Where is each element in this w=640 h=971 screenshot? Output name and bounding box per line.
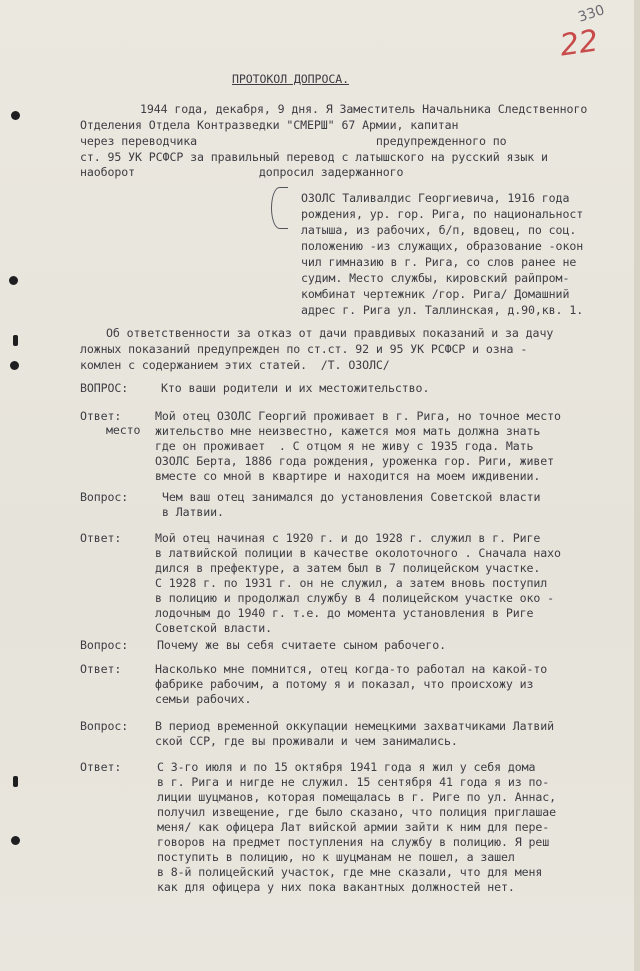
warning-line: комлен с содержанием этих статей. /Т. ОЗОЛС/	[80, 358, 390, 372]
page-edge	[634, 0, 640, 971]
qa-line: вместе со мной в квартире и находится на моем иждивении.	[155, 469, 541, 483]
detainee-line: ОЗОЛС Таливалдис Георгиевича, 1916 года	[301, 191, 570, 205]
warning-line: ложных показаний предупрежден по ст.ст. 92 и 95 УК РСФСР и озна -	[80, 342, 528, 356]
qa-line: меня/ как офицера Лат вийской армии зайти к ним для пере-	[157, 820, 550, 834]
question-label: Вопрос:	[80, 490, 129, 504]
qa-line: как для офицера у них пока вакантных должностей нет.	[157, 880, 515, 894]
binder-hole-4	[11, 836, 20, 845]
warning-line: Об ответственности за отказ от дачи правдивых показаний и за дачу	[106, 326, 554, 340]
detainee-line: чил гимназию в г. Рига, со слов ранее не	[301, 255, 577, 269]
intro-line: через переводчика предупрежденного по	[80, 134, 507, 148]
qa-line: где он проживает . С отцом я не живу с 1935 года. Мать	[155, 439, 534, 453]
qa-line: Чем ваш отец занимался до установления Советской власти	[162, 490, 541, 504]
detainee-line: латыша, из рабочих, б/п, вдовец, по соц.	[301, 223, 577, 237]
qa-line: Насколько мне помнится, отец когда-то работал на какой-то	[155, 662, 548, 676]
qa-line: дился в префектуре, а затем был в 7 полицейском участке.	[155, 561, 541, 575]
qa-line: в латвийской полиции в качестве околоточного . Сначала нахо	[155, 546, 561, 560]
margin-bracket	[271, 187, 288, 229]
qa-line: в Латвии.	[162, 505, 224, 519]
qa-line: Мой отец ОЗОЛС Георгий проживает в г. Рига, но точное место	[155, 409, 561, 423]
qa-line: говоров на предмет поступления на службу в полицию. Я реш	[157, 835, 550, 849]
qa-line: лиции шуцманов, которая помещалась в г. Риге по ул. Аннас,	[157, 790, 557, 804]
detainee-line: рождения, ур. гор. Рига, по национальност	[301, 207, 584, 221]
qa-line: получил извещение, где было сказано, что полиция приглашае	[157, 805, 557, 819]
intro-line: наоборот допросил задержанного	[80, 165, 404, 179]
answer-label: Ответ:	[80, 409, 122, 423]
qa-line: Почему же вы себя считаете сыном рабочего.	[157, 638, 446, 652]
qa-line: Советской власти.	[155, 621, 272, 635]
qa-line: семьи рабочих.	[155, 692, 252, 706]
detainee-line: судим. Место службы, кировский райпром-	[301, 271, 570, 285]
binder-mark-1	[13, 335, 18, 346]
qa-line: Мой отец начиная с 1920 г. и до 1928 г. служил в г. Риге	[155, 531, 541, 545]
archive-number-stamp: 330	[576, 2, 607, 26]
qa-line: в г. Рига и нигде не служил. 15 сентября 41 года я из по-	[157, 775, 550, 789]
detainee-line: положению -из служащих, образование -окон	[301, 239, 584, 253]
qa-line: в полицию и продолжал службу в 4 полицейском участке око -	[155, 591, 555, 605]
qa-line: ОЗОЛС Берта, 1886 года рождения, уроженка гор. Риги, живет	[155, 454, 555, 468]
detainee-line: комбинат чертежник /гор. Рига/ Домашний	[301, 287, 570, 301]
margin-note: место	[106, 423, 141, 437]
qa-line: В период временной оккупации немецкими захватчиками Латвий	[155, 719, 555, 733]
answer-label: Ответ:	[80, 662, 122, 676]
intro-line: Отделения Отдела Контразведки "СМЕРШ" 67 Армии, капитан	[80, 118, 459, 132]
qa-line: в 8-й полицейский участок, где мне сказали, что для меня	[157, 865, 543, 879]
answer-label: Ответ:	[80, 760, 122, 774]
detainee-line: адрес г. Рига ул. Таллинская, д.90,кв. 1.	[301, 303, 584, 317]
question-label: Вопрос:	[80, 638, 129, 652]
question-label: Вопрос:	[80, 719, 129, 733]
qa-line: Кто ваши родители и их местожительство.	[161, 381, 430, 395]
page-number-stamp: 22	[557, 23, 601, 64]
question-label: ВОПРОС:	[80, 381, 129, 395]
qa-line: С 3-го июля и по 15 октября 1941 года я жил у себя дома	[157, 760, 536, 774]
qa-line: поступить в полицию, но к шуцманам не пошел, а зашел	[157, 850, 515, 864]
intro-line: 1944 года, декабря, 9 дня. Я Заместитель Начальника Следственного	[140, 102, 588, 116]
qa-line: С 1928 г. по 1931 г. он не служил, а затем вновь поступил	[155, 576, 548, 590]
document-title: ПРОТОКОЛ ДОПРОСА.	[232, 72, 349, 86]
answer-label: Ответ:	[80, 531, 122, 545]
qa-line: ской ССР, где вы проживали и чем занимались.	[155, 734, 458, 748]
binder-hole-3	[10, 361, 19, 370]
binder-hole-2	[9, 276, 18, 285]
qa-line: фабрике рабочим, а потому я и показал, что происхожу из	[155, 677, 534, 691]
qa-line: жительство мне неизвестно, кажется моя мать должна знать	[155, 424, 541, 438]
binder-hole-1	[11, 111, 20, 120]
intro-line: ст. 95 УК РСФСР за правильный перевод с латышского на русский язык и	[80, 150, 548, 164]
binder-mark-2	[13, 776, 18, 787]
qa-line: лодочным до 1940 г. т.е. до момента установления в Риге	[155, 606, 534, 620]
